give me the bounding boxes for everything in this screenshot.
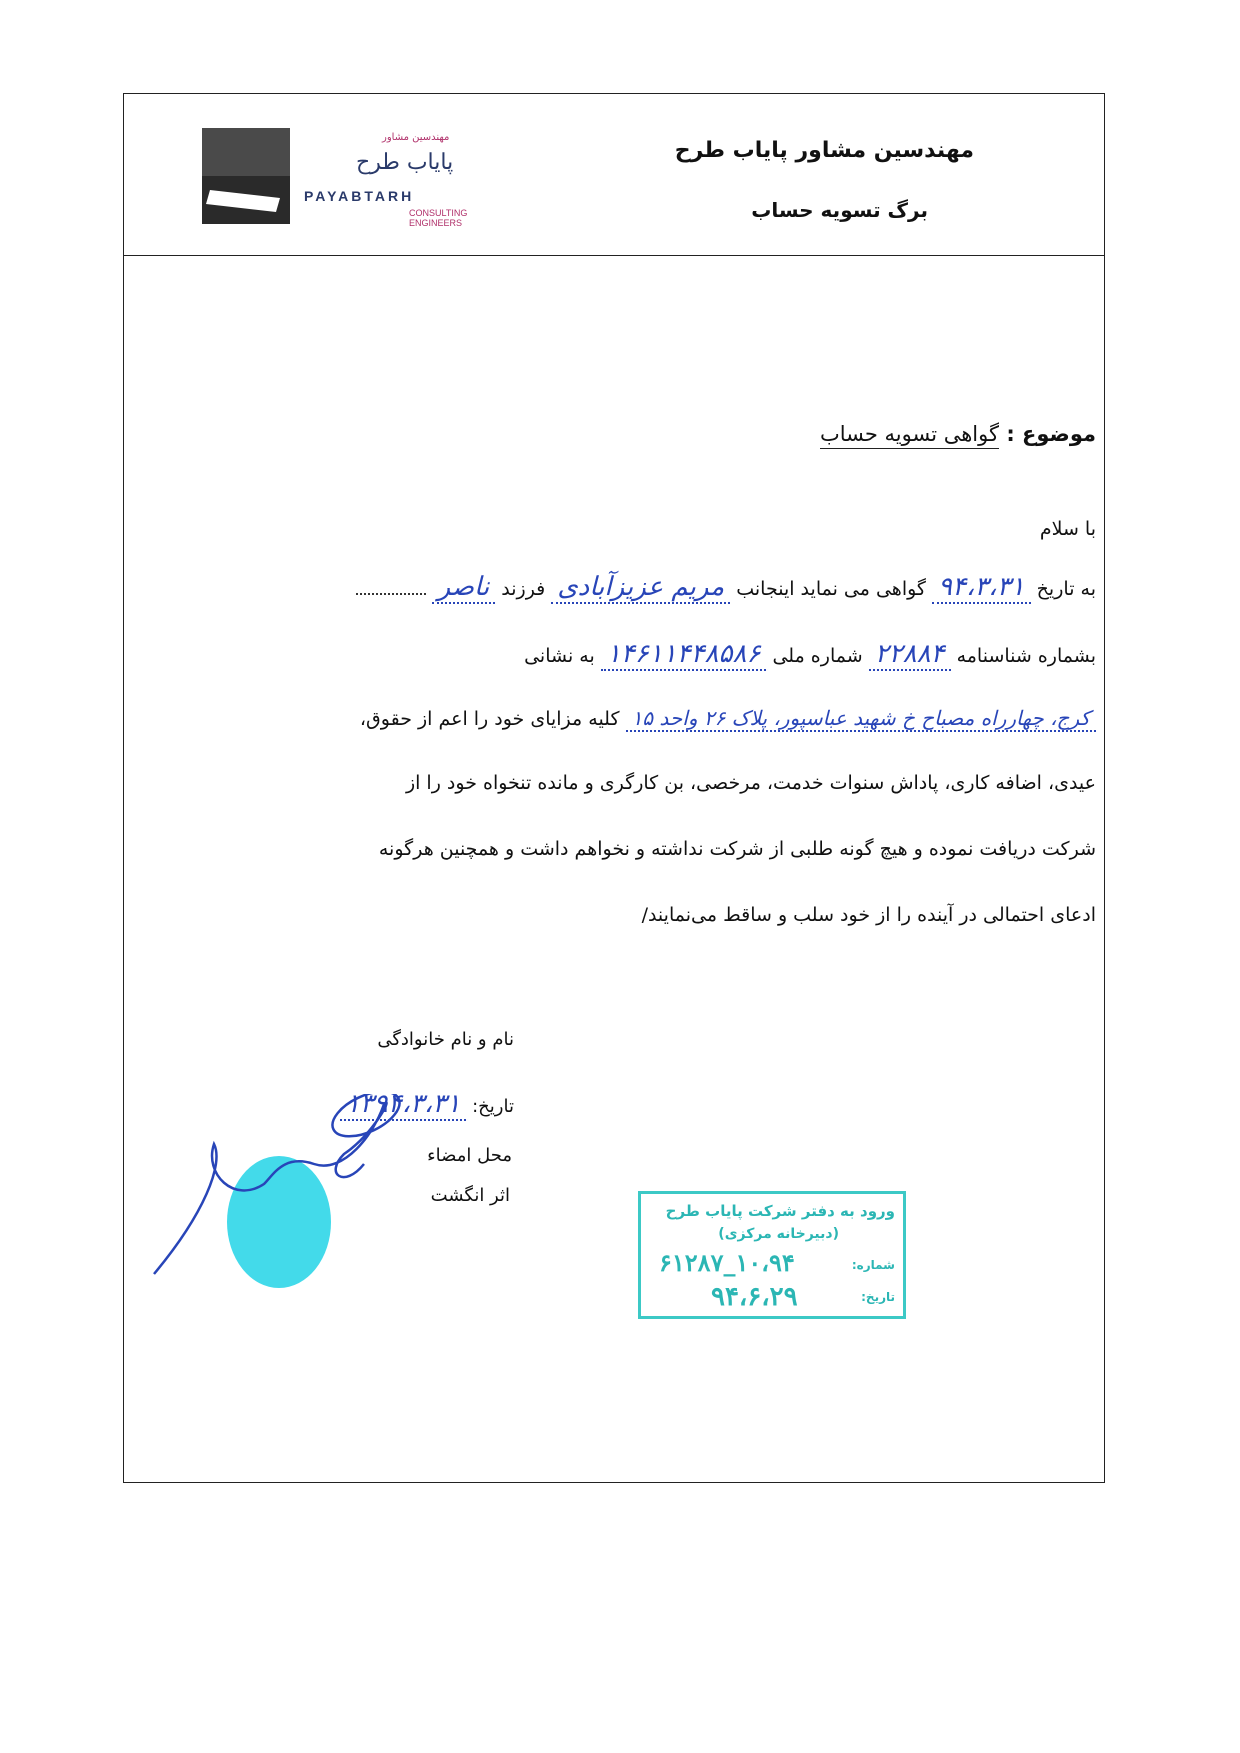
logo-mark-icon bbox=[202, 128, 290, 224]
header-divider bbox=[124, 255, 1104, 256]
dotted-blank bbox=[356, 591, 426, 595]
body-line-1 bbox=[176, 572, 1096, 604]
signature-date-label: تاریخ: bbox=[472, 1096, 514, 1117]
body-line-6: ادعای احتمالی در آینده را از خود سلب و ساقط می‌نمایند/ bbox=[641, 904, 1096, 926]
address-label: به نشانی bbox=[524, 645, 595, 667]
full-name-label: نام و نام خانوادگی bbox=[377, 1029, 514, 1050]
company-name: مهندسین مشاور پایاب طرح bbox=[674, 138, 974, 163]
id-label: بشماره شناسنامه bbox=[956, 645, 1096, 667]
logo-small-text: مهندسین مشاور bbox=[382, 132, 450, 143]
child-of-label: فرزند bbox=[501, 578, 546, 600]
form-title: برگ تسویه حساب bbox=[751, 198, 928, 222]
body-line-3 bbox=[176, 706, 1096, 732]
signature-and-fingerprint bbox=[144, 1094, 404, 1294]
stamp-number-value: ۱۰،۹۴_۶۱۲۸۷ bbox=[659, 1248, 795, 1277]
body-line-4: عیدی، اضافه کاری، پاداش سنوات خدمت، مرخصی، بن کارگری و مانده تنخواه خود را از bbox=[405, 772, 1096, 794]
handwritten-id-number: ۲۲۸۸۴ bbox=[869, 639, 951, 671]
benefits-text: کلیه مزایای خود را اعم از حقوق، bbox=[359, 708, 620, 730]
stamp-line-2: (دبیرخانه مرکزی) bbox=[718, 1226, 839, 1242]
greeting: با سلام bbox=[1039, 518, 1096, 540]
handwritten-date: ۹۴،۳،۳۱ bbox=[932, 572, 1031, 604]
certify-text: گواهی می نماید اینجانب bbox=[736, 578, 926, 600]
date-prefix: به تاریخ bbox=[1036, 578, 1096, 600]
handwritten-name: مریم عزیزآبادی bbox=[551, 572, 730, 604]
stamp-number-label: شماره: bbox=[851, 1258, 895, 1272]
subject-line bbox=[820, 422, 1096, 446]
stamp-line-1: ورود به دفتر شرکت پایاب طرح bbox=[665, 1202, 895, 1220]
handwritten-national-id: ۱۴۶۱۱۴۴۸۵۸۶ bbox=[601, 639, 767, 671]
stamp-date-label: تاریخ: bbox=[861, 1290, 895, 1304]
stamp-date-value: ۹۴،۶،۲۹ bbox=[711, 1282, 798, 1312]
handwritten-address: کرج، چهارراه مصباح خ شهید عباسپور، پلاک ۲۶ واحد ۱۵ bbox=[626, 706, 1096, 732]
fingerprint-label: اثر انگشت bbox=[430, 1185, 510, 1206]
body-line-2 bbox=[176, 639, 1096, 671]
subject-label: موضوع : bbox=[1006, 422, 1096, 446]
document-frame bbox=[123, 93, 1105, 1483]
registry-stamp bbox=[638, 1191, 906, 1319]
national-id-label: شماره ملی bbox=[772, 645, 863, 667]
company-logo bbox=[202, 128, 502, 238]
handwritten-signature-date: ۱۳۹۴،۳،۳۱ bbox=[340, 1089, 467, 1121]
logo-text-fa: پایاب طرح bbox=[356, 150, 454, 175]
body-line-5: شرکت دریافت نموده و هیچ گونه طلبی از شرکت نداشته و نخواهم داشت و همچنین هرگونه bbox=[378, 838, 1096, 860]
fingerprint-icon bbox=[227, 1156, 331, 1288]
logo-subtext-en: CONSULTING ENGINEERS bbox=[409, 208, 468, 228]
handwritten-father-name: ناصر bbox=[432, 572, 496, 604]
logo-text-en: PAYABTARH bbox=[304, 188, 415, 204]
subject-value: گواهی تسویه حساب bbox=[820, 422, 999, 449]
signature-place-label: محل امضاء bbox=[427, 1145, 512, 1166]
